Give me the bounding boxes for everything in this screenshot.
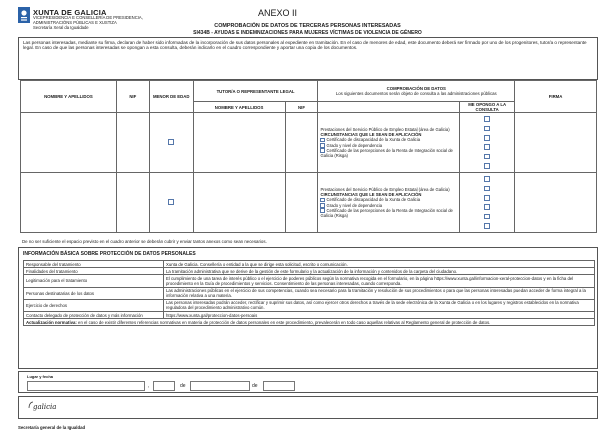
info-row	[24, 287, 595, 299]
day-input[interactable]	[153, 381, 175, 391]
header-minor: MENOR DE EDAD	[149, 81, 193, 113]
year-input[interactable]	[263, 381, 295, 391]
tutor-nif-cell[interactable]	[285, 113, 318, 173]
doc-dependency-label: Grado y nivel de dependencia	[326, 202, 383, 208]
header-check-doc	[318, 102, 460, 113]
nif-cell[interactable]	[116, 113, 149, 173]
info-value: Las personas interesadas podrán acceder, rectificar y suprimir sus datos, así como ejercer otros derechos a través de la sede electrónica de la Xunta de Galicia o en los lugares y registros establecidos en la normativa reguladora del procedimiento administrativo común.	[164, 299, 595, 311]
info-row	[24, 299, 595, 311]
de-separator: de	[180, 383, 186, 389]
document-title: COMPROBACIÓN DE DATOS DE TERCERAS PERSONAS INTERESADAS	[214, 23, 401, 29]
info-update-label: Actualización normativa:	[26, 319, 77, 325]
oppose-cell	[460, 113, 515, 173]
de-separator: de	[252, 383, 258, 389]
logo-sub-line: ADMINISTRACIÓNS PÚBLICAS E XUSTIZA	[33, 19, 117, 25]
doc-circ-header: CIRCUNSTANCIAS QUE LE SEAN DE APLICACIÓN	[320, 192, 422, 198]
document-subtitle: SI434B - AYUDAS E INDEMNIZACIONES PARA MUJERES VÍCTIMAS DE VIOLENCIA DE GÉNERO	[193, 30, 422, 36]
docs-cell	[318, 173, 460, 233]
header-check	[318, 81, 515, 102]
nif-cell[interactable]	[116, 173, 149, 233]
brand-box	[18, 396, 598, 419]
intro-text: Las personas interesadas, mediante su firma, declaran de haber sido informadas de la incorporación de sus datos personales al expediente en tramitación. En el caso de menores de edad, este documento deberá ser firmado por uno de los progenitores, tutor/a o representante legal. En caso de que las personas interesadas se opongan a esta consulta, deberán indicarlo en el cuadro correspondiente y aportar una copia de los documentos.	[23, 40, 587, 51]
oppose-checkbox[interactable]	[484, 163, 490, 169]
oppose-checkbox[interactable]	[484, 214, 490, 220]
annex-label: ANEXO II	[258, 8, 298, 18]
info-key: Responsable del tratamiento	[24, 261, 164, 268]
logo-sub-line: VICEPRESIDENCIA E CONSELLERÍA DE PRESIDENCIA,	[33, 15, 143, 20]
doc-risga-label: Certificado de las percepciones de la Renta de Integración social de Galicia (Risga)	[320, 207, 453, 218]
galicia-brand: galicia	[33, 403, 57, 411]
table-row	[21, 113, 597, 173]
header-check-subtitle: Los siguientes documentos serán objeto de consulta a las administraciones públicas	[335, 91, 497, 96]
oppose-cell	[460, 173, 515, 233]
info-key: Personas destinatarias de los datos	[24, 287, 164, 299]
info-row	[24, 319, 595, 326]
info-value: El cumplimiento de una tarea de interés público o el ejercicio de poderes públicos según la normativa recogida en el formulario, en la página https://www.xunta.gal/informacion-xeral-proteccion-datos y en la ficha del procedimiento en la Guía de procedimientos y servicios. Consentimiento de las personas interesadas, cuando corresponda.	[164, 275, 595, 287]
oppose-checkbox[interactable]	[484, 176, 490, 182]
oppose-checkbox[interactable]	[484, 116, 490, 122]
doc-risga-label: Certificado de las percepciones de la Renta de Integración social de Galicia (Risga)	[320, 147, 453, 158]
info-row	[24, 275, 595, 287]
disability-checkbox[interactable]	[320, 138, 325, 143]
header-oppose: ME OPONGO A LA CONSULTA	[460, 102, 515, 113]
data-protection-table	[23, 260, 595, 326]
month-input[interactable]	[190, 381, 250, 391]
info-link[interactable]: https://www.xunta.gal/proteccion-datos-persoais	[164, 311, 595, 318]
minor-cell	[149, 113, 193, 173]
intro-box	[18, 37, 598, 80]
name-cell[interactable]	[21, 113, 117, 173]
doc-risga-line	[318, 208, 459, 218]
logo-text: XUNTA DE GALICIA	[33, 8, 107, 17]
info-value: Las administraciones públicas en el ejercicio de sus competencias, cuando sea necesario para la tramitación y resolución de sus procedimientos o para que las personas interesadas puedan acceder de forma integral a la información relativa a una materia.	[164, 287, 595, 299]
doc-disability-label: Certificado de discapacidad de la Xunta de Galicia	[326, 197, 421, 203]
place-input[interactable]	[27, 381, 145, 391]
info-key: Legitimación para el tratamiento	[24, 275, 164, 287]
info-row	[24, 268, 595, 275]
oppose-checkbox[interactable]	[484, 126, 490, 132]
docs-cell	[318, 113, 460, 173]
disability-checkbox[interactable]	[320, 198, 325, 203]
doc-dependency-label: Grado y nivel de dependencia	[326, 142, 383, 148]
data-protection-box	[18, 247, 598, 369]
info-value: La tramitación administrativa que se derive de la gestión de este formulario y la actualización de la información y contenidos de la carpeta del ciudadano.	[164, 268, 595, 275]
header-name: NOMBRE Y APELLIDOS	[21, 81, 117, 113]
tutor-name-cell[interactable]	[193, 173, 285, 233]
oppose-checkbox[interactable]	[484, 186, 490, 192]
minor-cell	[149, 173, 193, 233]
space-note: De no ser suficiente el espacio previsto en el cuadro anterior se deberán cubrir y enviar tantos anexos como sean necesarios.	[22, 239, 267, 244]
sign-cell[interactable]	[515, 173, 597, 233]
oppose-checkbox[interactable]	[484, 195, 490, 201]
info-row	[24, 261, 595, 268]
tutor-nif-cell[interactable]	[285, 173, 318, 233]
xunta-logo-icon	[18, 7, 30, 23]
tutor-name-cell[interactable]	[193, 113, 285, 173]
oppose-checkbox[interactable]	[484, 154, 490, 160]
header-sign: FIRMA	[515, 81, 597, 113]
oppose-checkbox[interactable]	[484, 144, 490, 150]
oppose-checkbox[interactable]	[484, 204, 490, 210]
comma-separator: ,	[148, 383, 150, 389]
table-row	[21, 173, 597, 233]
info-update-text: en el caso de existir diferentes referencias normativas en materia de protección de datos personales en este procedimiento, prevalecerán en todo caso aquellas relativas al Reglamento general de protección de datos.	[76, 319, 491, 325]
name-cell[interactable]	[21, 173, 117, 233]
sign-cell[interactable]	[515, 113, 597, 173]
doc-disability-label: Certificado de discapacidad de la Xunta de Galicia	[326, 137, 421, 143]
info-key: Ejercicio de derechos	[24, 299, 164, 311]
third-party-table	[20, 80, 597, 233]
dependency-checkbox[interactable]	[320, 143, 325, 148]
footer-text: Secretaría general de la Igualdad	[18, 425, 86, 430]
header-tutor-nif: NIF	[285, 102, 318, 113]
header-nif: NIF	[116, 81, 149, 113]
header-check-title: COMPROBACIÓN DE DATOS	[386, 86, 446, 91]
dependency-checkbox[interactable]	[320, 203, 325, 208]
minor-checkbox[interactable]	[168, 139, 174, 145]
header-tutor: TUTOR/A O REPRESENTANTE LEGAL	[193, 81, 318, 102]
place-date-label: Lugar y fecha	[27, 374, 54, 379]
info-update-note	[24, 319, 595, 326]
header-tutor-name: NOMBRE Y APELLIDOS	[193, 102, 285, 113]
doc-risga-line	[318, 148, 459, 158]
place-date-box	[18, 371, 598, 393]
info-value: Xunta de Galicia. Consellería o entidad a la que se dirige esta solicitud, escrito o comunicación.	[164, 261, 595, 268]
info-row	[24, 311, 595, 318]
info-key: Finalidades del tratamiento	[24, 268, 164, 275]
data-protection-heading: INFORMACIÓN BÁSICA SOBRE PROTECCIÓN DE DATOS PERSONALES	[23, 251, 196, 257]
oppose-checkbox[interactable]	[484, 135, 490, 141]
oppose-checkbox[interactable]	[484, 223, 490, 229]
doc-employment: Prestaciones del Servicio Público de Empleo Estatal (área de Galicia)	[320, 126, 450, 132]
minor-checkbox[interactable]	[168, 199, 174, 205]
info-key: Contacto delegado de protección de datos y más información	[24, 311, 164, 318]
doc-employment: Prestaciones del Servicio Público de Empleo Estatal (área de Galicia)	[320, 186, 450, 192]
logo-sub-line: Secretaría Xeral da Igualdade	[33, 24, 89, 30]
doc-circ-header: CIRCUNSTANCIAS QUE LE SEAN DE APLICACIÓN	[320, 132, 422, 138]
